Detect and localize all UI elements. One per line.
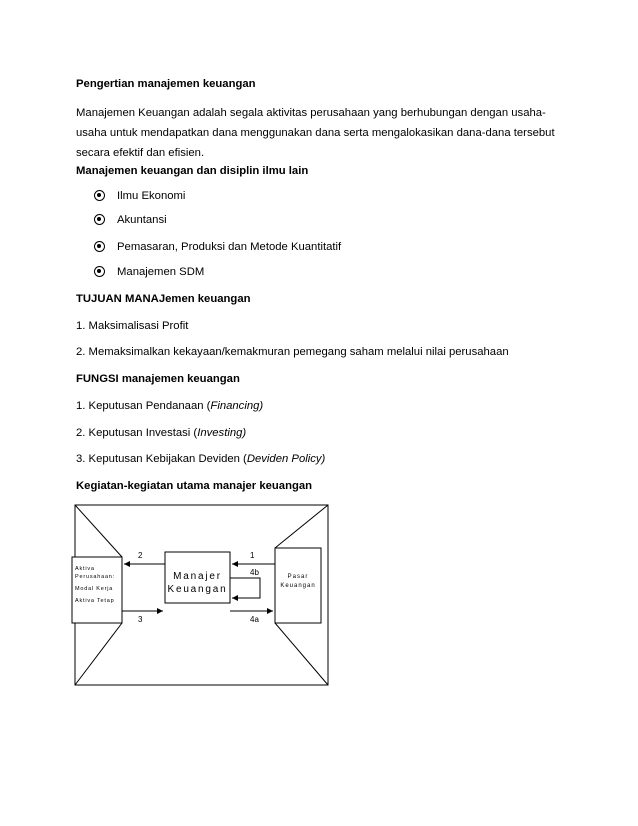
list-item-label: Ilmu Ekonomi	[117, 190, 186, 202]
list-item-label: Pemasaran, Produksi dan Metode Kuantitatif	[117, 241, 342, 253]
definition-paragraph: Manajemen Keuangan adalah segala aktivitas perusahaan yang berhubungan dengan usaha-usaha untuk mendapatkan dana menggunakan dana serta mengalokasikan dana-dana tersebut secara efektif dan efisien.	[76, 107, 555, 159]
arrow-label-3: 3	[138, 615, 143, 624]
left-box-line: Modal Kerja	[75, 586, 114, 592]
arrow-label-2: 2	[138, 551, 143, 560]
heading-definition: Pengertian manajemen keuangan	[76, 78, 256, 90]
arrow-4b	[230, 578, 260, 598]
heading-activities: Kegiatan-kegiatan utama manajer keuangan	[76, 480, 313, 492]
heading-functions: FUNGSI manajemen keuangan	[76, 373, 240, 385]
center-box-line: Keuangan	[167, 584, 228, 595]
right-box-line: Keuangan	[280, 583, 316, 589]
function-item: 3. Keputusan Kebijakan Deviden (Deviden Policy)	[76, 453, 326, 465]
arrow-label-4a: 4a	[250, 615, 259, 624]
left-box-line: Perusahaan:	[75, 574, 115, 580]
left-box-line: Aktiva Tetap	[75, 598, 115, 604]
arrow-label-4b: 4b	[250, 568, 259, 577]
list-item-label: Manajemen SDM	[117, 266, 205, 278]
heading-goals: TUJUAN MANAJemen keuangan	[76, 293, 251, 305]
function-item: 2. Keputusan Investasi (Investing)	[76, 427, 247, 439]
list-item-label: Akuntansi	[117, 214, 167, 226]
left-box-line: Aktiva	[75, 566, 95, 572]
function-item: 1. Keputusan Pendanaan (Financing)	[76, 400, 264, 412]
heading-disciplines: Manajemen keuangan dan disiplin ilmu lain	[76, 165, 309, 177]
goal-item: 1. Maksimalisasi Profit	[76, 320, 189, 332]
center-box-line: Manajer	[173, 571, 222, 582]
right-box-line: Pasar	[287, 574, 309, 580]
arrow-label-1: 1	[250, 551, 255, 560]
goal-item: 2. Memaksimalkan kekayaan/kemakmuran pemegang saham melalui nilai perusahaan	[76, 346, 509, 358]
